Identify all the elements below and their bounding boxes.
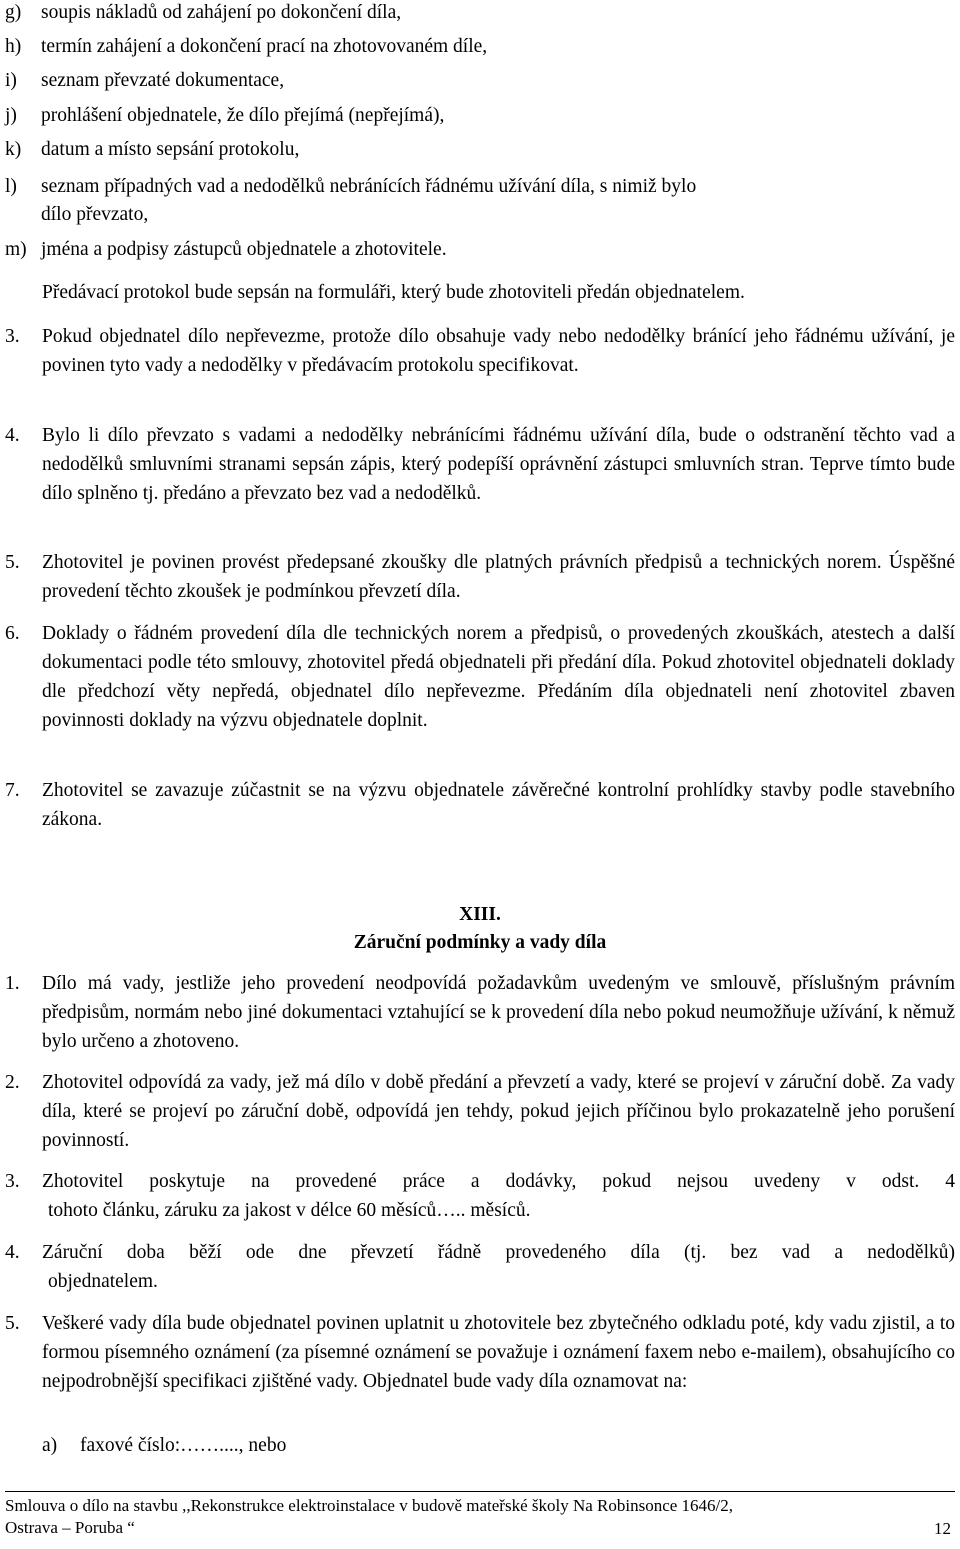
list-marker: l) xyxy=(5,176,17,197)
paragraph-number: 3. xyxy=(5,326,20,347)
paragraph-text: Dílo má vady, jestliže jeho provedení neodpovídá požadavkům uvedeným ve smlouvě, příslušným právním předpisům, normám nebo jiné dokumentaci vztahující se k provedení díla nebo pokud neumožňuje užívání, k němuž bylo určeno a zhotoveno. xyxy=(42,973,955,1052)
list-text: faxové číslo:……...., nebo xyxy=(80,1435,287,1456)
paragraph-number: 5. xyxy=(5,1313,20,1334)
list-text: dílo převzato, xyxy=(41,204,149,225)
list-text: prohlášení objednatele, že dílo přejímá (nepřejímá), xyxy=(41,105,445,126)
list-text: jména a podpisy zástupců objednatele a zhotovitele. xyxy=(41,239,447,260)
list-marker: h) xyxy=(5,36,22,57)
numbered-paragraph xyxy=(0,1167,955,1225)
list-marker: g) xyxy=(5,2,22,23)
numbered-paragraph xyxy=(0,776,955,834)
list-marker: k) xyxy=(5,139,22,160)
page-number: 12 xyxy=(934,1519,951,1538)
list-text: termín zahájení a dokončení prací na zhotovovaném díle, xyxy=(41,36,488,57)
list-marker: j) xyxy=(5,105,17,126)
paragraph-text: Zhotovitel se zavazuje zúčastnit se na výzvu objednatele závěrečné kontrolní prohlídky stavby podle stavebního zákona. xyxy=(42,780,955,830)
numbered-paragraph xyxy=(0,1068,955,1155)
paragraph-text: tohoto článku, záruku za jakost v délce 60 měsíců….. měsíců. xyxy=(48,1200,531,1221)
paragraph-text: Zhotovitel poskytuje na provedené práce a dodávky, pokud nejsou uvedeny v odst. 4 xyxy=(42,1171,955,1192)
numbered-paragraph xyxy=(0,1309,955,1396)
numbered-paragraph xyxy=(0,619,955,735)
paragraph-number: 1. xyxy=(5,973,20,994)
paragraph-text: Bylo li dílo převzato s vadami a nedodělky nebránícími řádnému užívání díla, bude o odstranění těchto vad a nedodělků smluvními stranami sepsán zápis, který podepíší oprávnění zástupci smluvních stran. Teprve tímto bude dílo splněno tj. předáno a převzato bez vad a nedodělků. xyxy=(42,425,955,504)
numbered-paragraph xyxy=(0,969,955,1056)
paragraph-number: 6. xyxy=(5,623,20,644)
footer-line: Ostrava – Poruba “ xyxy=(5,1518,135,1537)
paragraph-text: Zhotovitel odpovídá za vady, jež má dílo v době předání a převzetí a vady, které se projeví v záruční době. Za vady díla, které se projeví po záruční době, odpovídá jen tehdy, pokud jejich příčinou bylo prokazatelně jeho porušení povinností. xyxy=(42,1072,955,1151)
paragraph-text: Záruční doba běží ode dne převzetí řádně provedeného díla (tj. bez vad a nedodělků) xyxy=(42,1242,955,1263)
paragraph-number: 5. xyxy=(5,552,20,573)
paragraph-text: Pokud objednatel dílo nepřevezme, protože dílo obsahuje vady nebo nedodělky bránící jeho řádnému užívání, je povinen tyto vady a nedodělky v předávacím protokolu specifikovat. xyxy=(42,326,955,376)
paragraph-text: Doklady o řádném provedení díla dle technických norem a předpisů, o provedených zkouškách, atestech a další dokumentaci podle této smlouvy, zhotovitel předá objednateli při předání díla. Pokud zhotovitel objednateli doklady dle předchozí věty nepředá, objednatel dílo nepřevezme. Předáním díla objednateli není zhotovitel zbaven povinnosti doklady na výzvu objednatele doplnit. xyxy=(42,623,955,731)
list-marker: m) xyxy=(5,239,27,260)
list-text: seznam případných vad a nedodělků nebránících řádnému užívání díla, s nimiž bylo xyxy=(41,176,697,197)
numbered-paragraph xyxy=(0,548,955,606)
footer-line: Smlouva o dílo na stavbu ,,Rekonstrukce elektroinstalace v budově mateřské školy Na Robinsonce 1646/2, xyxy=(5,1496,734,1515)
paragraph-text: objednatelem. xyxy=(48,1271,158,1292)
paragraph-text: Zhotovitel je povinen provést předepsané zkoušky dle platných právních předpisů a technických norem. Úspěšné provedení těchto zkoušek je podmínkou převzetí díla. xyxy=(42,552,955,602)
section-number: XIII. xyxy=(459,904,501,925)
paragraph-number: 7. xyxy=(5,780,20,801)
protocol-note: Předávací protokol bude sepsán na formuláři, který bude zhotoviteli předán objednatelem. xyxy=(42,282,745,303)
list-marker: i) xyxy=(5,70,17,91)
paragraph-text: Veškeré vady díla bude objednatel povinen uplatnit u zhotovitele bez zbytečného odkladu poté, kdy vadu zjistil, a to formou písemného oznámení (za písemné oznámení se považuje i oznámení faxem nebo e-mailem), obsahujícího co nejpodrobnější specifikaci zjištěné vady. Objednatel bude vady díla oznamovat na: xyxy=(42,1313,955,1392)
numbered-paragraph xyxy=(0,322,955,380)
numbered-paragraph xyxy=(0,1238,955,1296)
numbered-paragraph xyxy=(0,421,955,508)
paragraph-number: 2. xyxy=(5,1072,20,1093)
section-title: Záruční podmínky a vady díla xyxy=(353,932,607,953)
paragraph-number: 3. xyxy=(5,1171,20,1192)
page-footer xyxy=(5,1491,955,1539)
paragraph-number: 4. xyxy=(5,1242,20,1263)
list-text: datum a místo sepsání protokolu, xyxy=(41,139,300,160)
list-marker: a) xyxy=(42,1435,58,1456)
paragraph-number: 4. xyxy=(5,425,20,446)
list-text: seznam převzaté dokumentace, xyxy=(41,70,285,91)
list-text: soupis nákladů od zahájení po dokončení díla, xyxy=(41,2,402,23)
